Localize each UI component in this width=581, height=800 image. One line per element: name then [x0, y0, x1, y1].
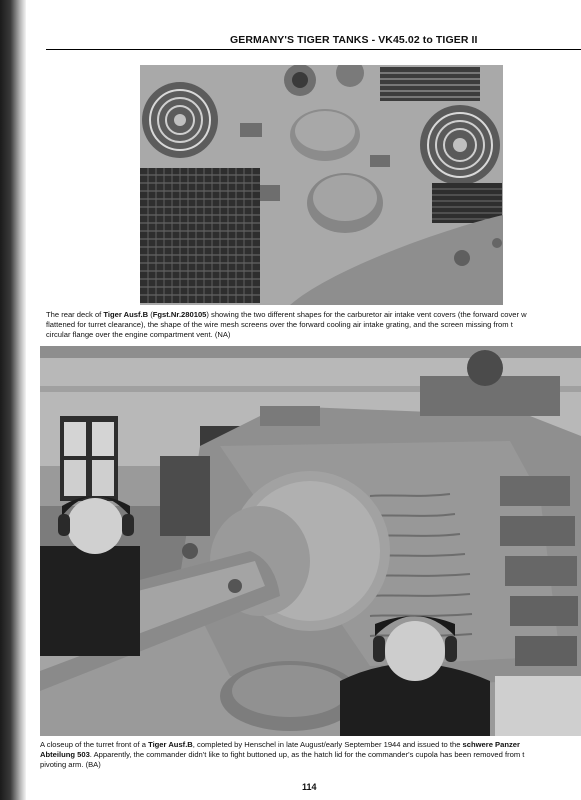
page-gutter-shadow: [0, 0, 26, 800]
caption-bold: Tiger Ausf.B: [148, 740, 193, 749]
page-number: 114: [302, 782, 317, 792]
caption-line: circular flange over the engine compartment vent. (NA): [46, 330, 231, 339]
commander-head: [467, 350, 503, 386]
left-fan-grille: [142, 82, 218, 158]
caption-text: (: [148, 310, 153, 319]
header-title: GERMANY'S TIGER TANKS - VK45.02 to TIGER II: [230, 34, 478, 46]
caption-bold: schwere Panzer: [462, 740, 520, 749]
photo-rear-deck: [140, 65, 503, 305]
caption-rear-deck: [46, 310, 581, 340]
right-mesh-screen: [432, 183, 502, 223]
photo-turret-front: [40, 346, 581, 736]
caption-text: . Apparently, the commander didn't like to fight buttoned up, as the hatch lid for the commander's cupola has been removed from t: [89, 750, 525, 759]
left-mesh-screen: [140, 168, 260, 303]
caption-text: , completed by Henschel in late August/early September 1944 and issued to the: [192, 740, 463, 749]
caption-line: flattened for turret clearance), the shape of the wire mesh screens over the forward cooling air intake grating, and the screen missing from t: [46, 320, 513, 329]
rear-deck-illustration: [140, 65, 503, 305]
caption-bold: Abteilung 503: [40, 750, 90, 759]
top-right-grating: [380, 67, 480, 101]
building-window: [60, 416, 118, 501]
caption-text: A closeup of the turret front of a: [40, 740, 149, 749]
caption-text: The rear deck of: [46, 310, 104, 319]
right-fan-grille: [420, 105, 500, 185]
caption-bold: Tiger Ausf.B: [103, 310, 149, 319]
caption-bold: Fgst.Nr.280105: [152, 310, 207, 319]
caption-turret-front: [40, 740, 581, 770]
header-rule: [46, 49, 581, 50]
turret-front-illustration: [40, 346, 581, 736]
running-header: [46, 34, 581, 50]
caption-line: pivoting arm. (BA): [40, 760, 101, 769]
caption-text: ) showing the two different shapes for the carburetor air intake vent covers (the forward cover w: [206, 310, 527, 319]
